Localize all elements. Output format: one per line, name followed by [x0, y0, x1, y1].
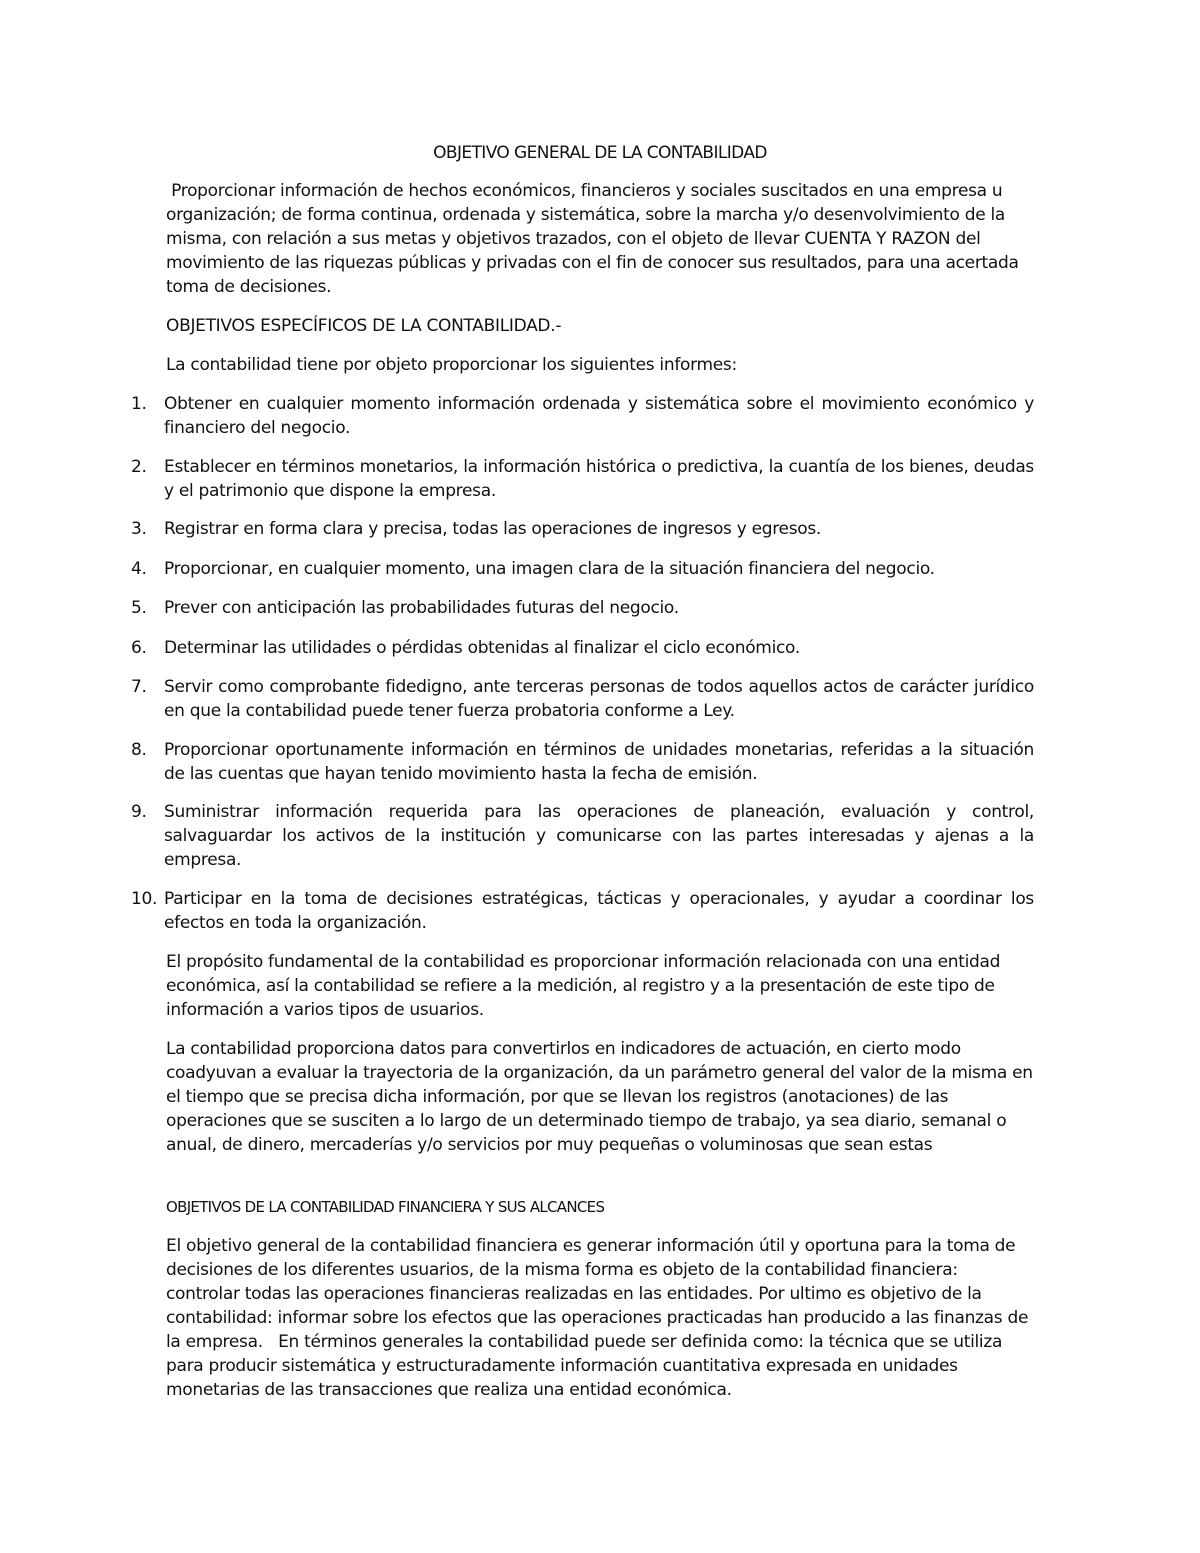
list-item-number: 5.	[131, 598, 147, 618]
list-item-number: 4.	[131, 559, 147, 579]
intro-paragraph: Proporcionar información de hechos económicos, financieros y sociales suscitados en una empresa u organización; de forma continua, ordenada y sistemática, sobre la marcha y/o desenvolvimiento de la misma, con relación a sus metas y objetivos trazados, con el objeto de llevar CUENTA Y RAZON del movimiento de las riquezas públicas y privadas con el fin de conocer sus resultados, para una acertada toma de decisiones.	[166, 181, 1024, 297]
list-item-number: 8.	[131, 740, 147, 760]
list-item-text: Establecer en términos monetarios, la información histórica o predictiva, la cuantía de los bienes, deudas y el patrimonio que dispone la empresa.	[164, 457, 1034, 501]
list-item	[131, 800, 1034, 872]
list-item	[131, 887, 1034, 935]
list-item	[131, 455, 1034, 503]
list-item	[131, 636, 1034, 660]
list-item-text: Servir como comprobante fidedigno, ante terceras personas de todos aquellos actos de carácter jurídico en que la contabilidad puede tener fuerza probatoria conforme a Ley.	[164, 677, 1034, 721]
financial-paragraph: El objetivo general de la contabilidad financiera es generar información útil y oportuna para la toma de decisiones de los diferentes usuarios, de la misma forma es objeto de la contabilidad financiera: controlar todas las operaciones financieras realizadas en las entidades. Por ultimo es objetivo de la contabilidad: informar sobre los efectos que las operaciones practicadas han producido a las finanzas de la empresa. En términos generales la contabilidad puede ser definida como: la técnica que se utiliza para producir sistemática y estructuradamente información cuantitativa expresada en unidades monetarias de las transacciones que realiza una entidad económica.	[166, 1236, 1034, 1400]
list-item	[131, 675, 1034, 723]
purpose-paragraph: El propósito fundamental de la contabilidad es proporcionar información relacionada con una entidad económica, así la contabilidad se refiere a la medición, al registro y a la presentación de este tipo de información a varios tipos de usuarios.	[166, 952, 1001, 1020]
list-item-number: 10.	[131, 889, 158, 909]
list-item-text: Determinar las utilidades o pérdidas obtenidas al finalizar el ciclo económico.	[164, 638, 800, 658]
list-item-number: 7.	[131, 677, 147, 697]
list-item-number: 9.	[131, 802, 147, 822]
list-item-number: 2.	[131, 457, 147, 477]
list-item-text: Proporcionar, en cualquier momento, una imagen clara de la situación financiera del negocio.	[164, 559, 935, 579]
list-item-number: 1.	[131, 394, 147, 414]
list-intro: La contabilidad tiene por objeto proporcionar los siguientes informes:	[166, 355, 737, 375]
list-item	[131, 738, 1034, 786]
data-paragraph: La contabilidad proporciona datos para convertirlos en indicadores de actuación, en cierto modo coadyuvan a evaluar la trayectoria de la organización, da un parámetro general del valor de la misma en el tiempo que se precisa dicha información, por que se llevan los registros (anotaciones) de las operaciones que se susciten a lo largo de un determinado tiempo de trabajo, ya sea diario, semanal o anual, de dinero, mercaderías y/o servicios por muy pequeñas o voluminosas que sean estas	[166, 1039, 1033, 1155]
list-item-text: Registrar en forma clara y precisa, todas las operaciones de ingresos y egresos.	[164, 519, 822, 539]
list-item-text: Prever con anticipación las probabilidades futuras del negocio.	[164, 598, 679, 618]
list-item	[131, 392, 1034, 440]
document-title: OBJETIVO GENERAL DE LA CONTABILIDAD	[433, 143, 767, 163]
list-item-text: Proporcionar oportunamente información en términos de unidades monetarias, referidas a la situación de las cuentas que hayan tenido movimiento hasta la fecha de emisión.	[164, 740, 1034, 784]
specific-objectives-heading: OBJETIVOS ESPECÍFICOS DE LA CONTABILIDAD.-	[166, 316, 562, 336]
list-item	[131, 557, 1034, 581]
list-item-text: Participar en la toma de decisiones estratégicas, tácticas y operacionales, y ayudar a coordinar los efectos en toda la organización.	[164, 889, 1034, 933]
list-item-text: Suministrar información requerida para las operaciones de planeación, evaluación y control, salvaguardar los activos de la institución y comunicarse con las partes interesadas y ajenas a la empresa.	[164, 802, 1034, 870]
list-item-text: Obtener en cualquier momento información ordenada y sistemática sobre el movimiento económico y financiero del negocio.	[164, 394, 1034, 438]
financial-objectives-heading: OBJETIVOS DE LA CONTABILIDAD FINANCIERA Y SUS ALCANCES	[166, 1198, 605, 1216]
list-item	[131, 596, 1034, 620]
list-item	[131, 517, 1034, 541]
list-item-number: 6.	[131, 638, 147, 658]
list-item-number: 3.	[131, 519, 147, 539]
